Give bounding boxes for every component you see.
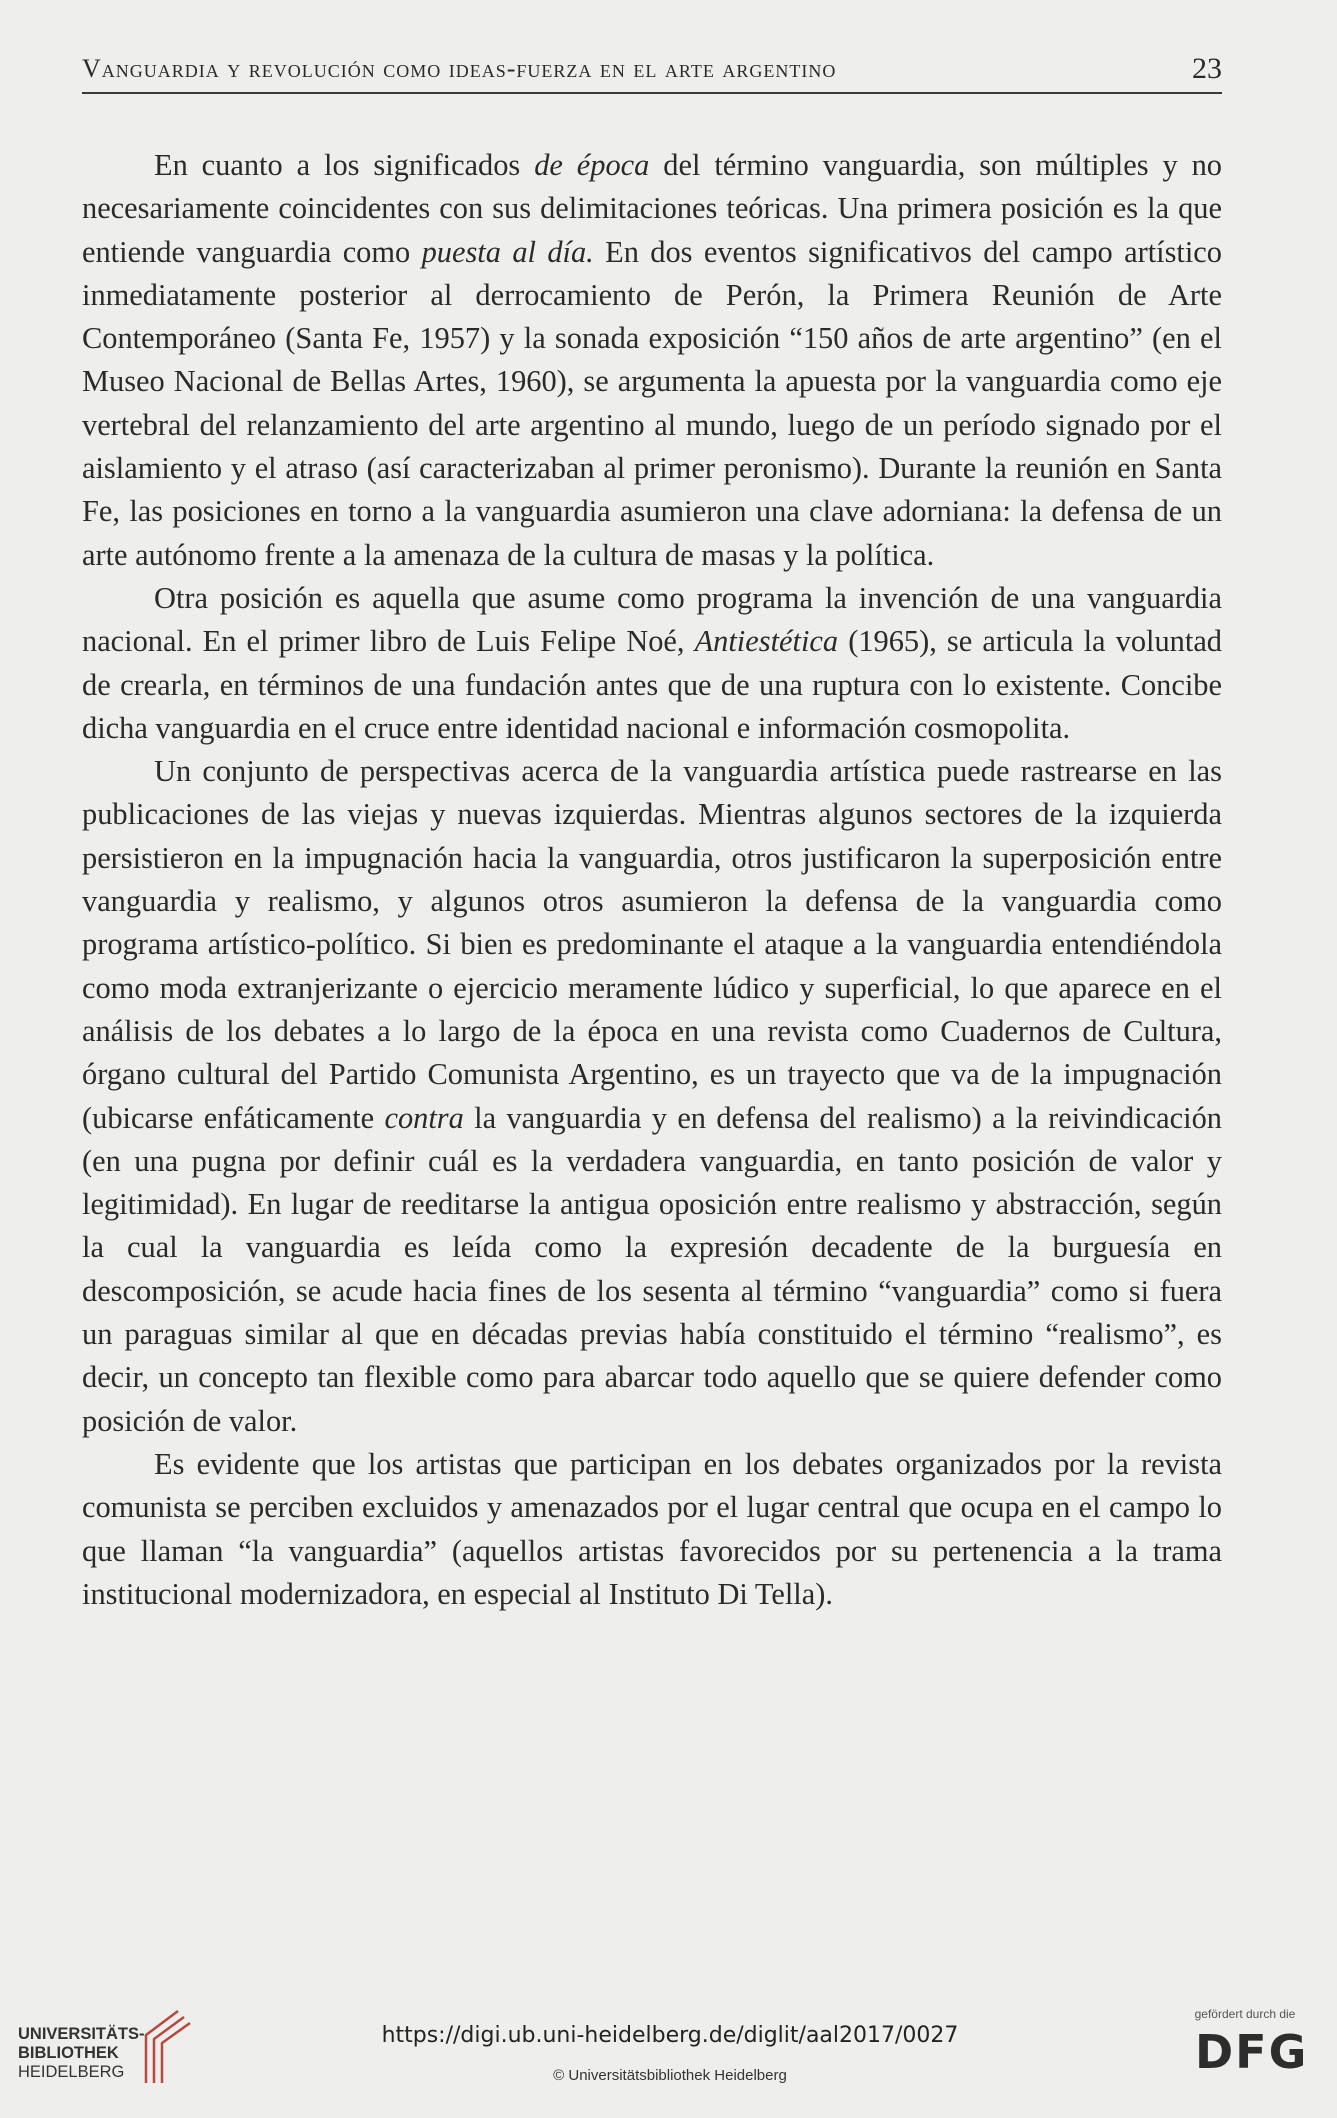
text-run: En dos eventos significativos del campo artístico inmediatamente posterior al derrocamiento de Perón, la Primera Reunión de Arte Contemporáneo (Santa Fe, 1957) y la sonada exposición “150 años de arte argentino” (en el Museo Nacional de Bellas Artes, 1960), se argumenta la apuesta por la vanguardia como eje vertebral del relanzamiento del arte argentino al mundo, luego de un período signado por el aislamiento y el atraso (así caracterizaban al primer peronismo). Durante la reunión en Santa Fe, las posiciones en torno a la vanguardia asumieron una clave adorniana: la defensa de un arte autónomo frente a la amenaza de la cultura de masas y la política. [82, 234, 1222, 572]
italic-run: puesta al día. [421, 234, 594, 269]
library-name-line-2: BIBLIOTHEK [18, 2044, 119, 2062]
footer-url-link[interactable]: https://digi.ub.uni-heidelberg.de/diglit/aal2017/0027 [381, 2023, 959, 2048]
text-run: Es evidente que los artistas que participan en los debates organizados por la revista comunista se perciben excluidos y amenazados por el lugar central que ocupa en el campo lo que llaman “la vanguardia” (aquellos artistas favorecidos por su pertenencia a la trama institucional modernizadora, en especial al Instituto Di Tella). [82, 1446, 1222, 1611]
dfg-logo[interactable] [1175, 2007, 1315, 2087]
paragraph [82, 1443, 1222, 1616]
paragraph [82, 144, 1222, 577]
library-name [18, 2025, 145, 2082]
footer [0, 1985, 1337, 2105]
text-run: En cuanto a los significados [154, 148, 535, 182]
paragraph [82, 577, 1222, 750]
italic-run: contra [384, 1100, 464, 1135]
dfg-caption: gefördert durch die [1194, 2007, 1296, 2021]
footer-copyright: © Universitätsbibliothek Heidelberg [553, 2067, 787, 2084]
text-run: Un conjunto de perspectivas acerca de la vanguardia artística puede rastrearse en las publicaciones de las viejas y nuevas izquierdas. Mientras algunos sectores de la izquierda persistieron en la impugnación hacia la vanguardia, otros justificaron la superposición entre vanguardia y realismo, y algunos otros asumieron la defensa de la vanguardia como programa artístico-político. Si bien es predominante el ataque a la vanguardia entendiéndola como moda extranjerizante o ejercicio meramente lúdico y superficial, lo que aparece en el análisis de los debates a lo largo de la época en una revista como Cuadernos de Cultura, órgano cultural del Partido Comunista Argentino, es un trayecto que va de la impugnación (ubicarse enfáticamente [82, 754, 1222, 1135]
running-header [82, 52, 1222, 94]
text-run: del término vanguardia, son múltiples y no necesariamente coincidentes con sus delimitaciones teóricas. Una primera posición es la que entiende vanguardia como [82, 148, 1222, 269]
page-number: 23 [1192, 52, 1222, 85]
library-emblem-icon [138, 2005, 198, 2085]
library-name-line-1: UNIVERSITÄTS- [18, 2025, 145, 2043]
library-name-line-3: HEIDELBERG [18, 2063, 125, 2081]
italic-run: de época [534, 148, 650, 182]
body-text [82, 144, 1222, 1616]
library-logo[interactable] [18, 2005, 198, 2085]
text-run: Otra posición es aquella que asume como programa la invención de una vanguardia nacional. En el primer libro de Luis Felipe Noé, [82, 580, 1222, 659]
dfg-logo-text: DFG [1195, 2025, 1309, 2079]
italic-run: Antiestética [694, 624, 839, 659]
paragraph [82, 750, 1222, 1443]
text-run: la vanguardia y en defensa del realismo) a la reivindicación (en una pugna por definir cuál es la verdadera vanguardia, en tanto posición de valor y legitimidad). En lugar de reeditarse la antigua oposición entre realismo y abstracción, según la cual la vanguardia es leída como la expresión decadente de la burguesía en descomposición, se acude hacia fines de los sesenta al término “vanguardia” como si fuera un paraguas similar al que en décadas previas había constituido el término “realismo”, es decir, un concepto tan flexible como para abarcar todo aquello que se quiere defender como posición de valor. [82, 1100, 1222, 1438]
text-run: (1965), se articula la voluntad de crearla, en términos de una fundación antes que de una ruptura con lo existente. Concibe dicha vanguardia en el cruce entre identidad nacional e información cosmopolita. [82, 624, 1222, 745]
running-title: Vanguardia y revolución como ideas-fuerza en el arte argentino [82, 54, 837, 83]
